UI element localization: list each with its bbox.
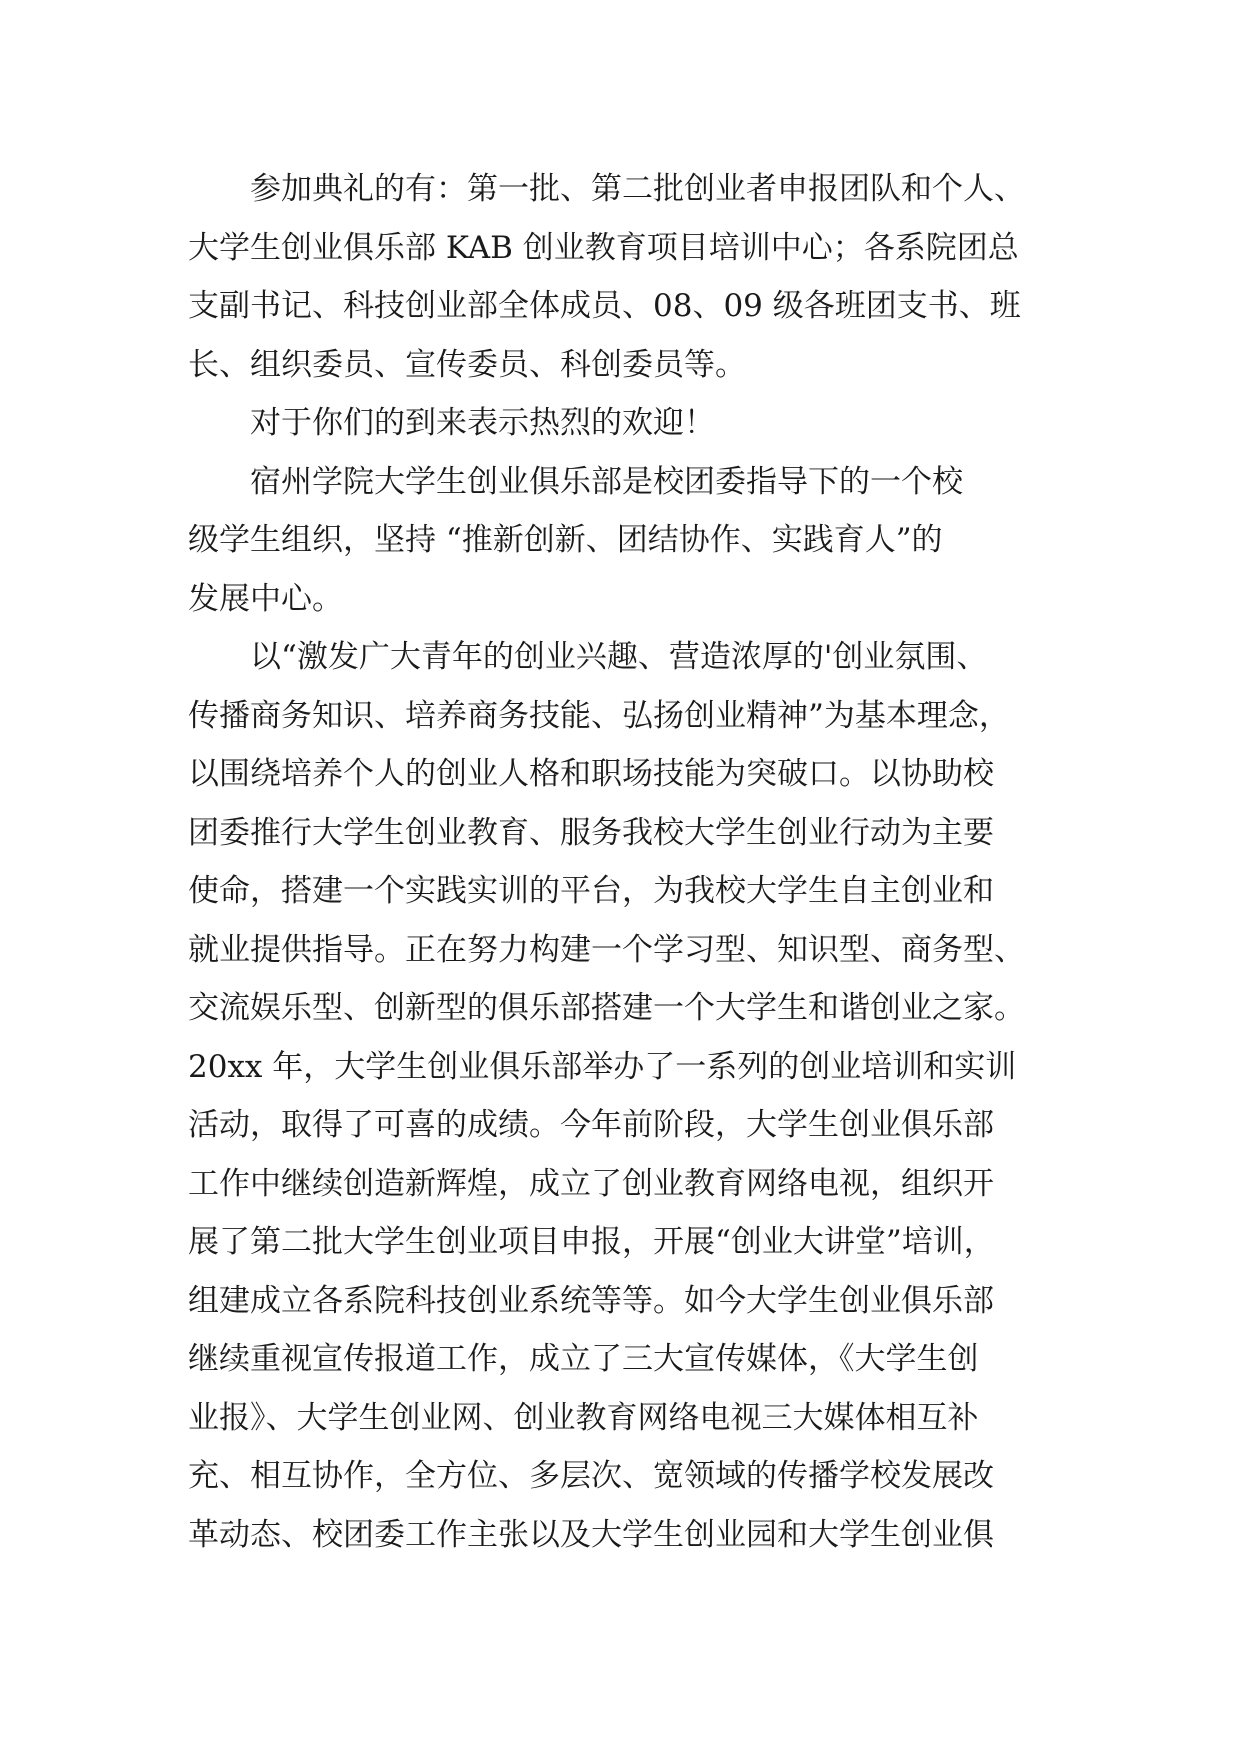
paragraph-line: 革动态、校团委工作主张以及大学生创业园和大学生创业俱	[188, 1516, 994, 1553]
paragraph-line: 传播商务知识、培养商务技能、弘扬创业精神”为基本理念，	[188, 697, 1010, 734]
paragraph-line: 大学生创业俱乐部 KAB 创业教育项目培训中心；各系院团总	[188, 229, 1019, 266]
paragraph-line: 业报》、大学生创业网、创业教育网络电视三大媒体相互补	[188, 1399, 979, 1436]
paragraph-line: 级学生组织，坚持 “推新创新、团结协作、实践育人”的	[188, 522, 943, 558]
paragraph-line: 以“激发广大青年的创业兴趣、营造浓厚的'创业氛围、	[250, 639, 988, 675]
paragraph-line: 参加典礼的有：第一批、第二批创业者申报团队和个人、	[250, 171, 1025, 207]
paragraph-line: 以围绕培养个人的创业人格和职场技能为突破口。以协助校	[188, 756, 994, 792]
body-text	[188, 160, 1068, 1564]
paragraph-line: 展了第二批大学生创业项目申报，开展“创业大讲堂”培训，	[188, 1224, 995, 1260]
paragraph-line: 活动，取得了可喜的成绩。今年前阶段，大学生创业俱乐部	[188, 1107, 994, 1143]
paragraph-line: 工作中继续创造新辉煌，成立了创业教育网络电视，组织开	[188, 1165, 994, 1202]
paragraph-line: 对于你们的到来表示热烈的欢迎！	[250, 405, 715, 441]
paragraph-line: 长、组织委员、宣传委员、科创委员等。	[188, 346, 746, 383]
paragraph-line: 发展中心。	[188, 580, 343, 617]
paragraph-line: 使命，搭建一个实践实训的平台，为我校大学生自主创业和	[188, 873, 994, 909]
paragraph-line: 组建成立各系院科技创业系统等等。如今大学生创业俱乐部	[188, 1282, 994, 1319]
paragraph-line: 20xx 年，大学生创业俱乐部举办了一系列的创业培训和实训	[188, 1048, 1017, 1085]
paragraph-line: 团委推行大学生创业教育、服务我校大学生创业行动为主要	[188, 814, 994, 851]
paragraph-line: 充、相互协作，全方位、多层次、宽领域的传播学校发展改	[188, 1458, 994, 1494]
paragraph-line: 交流娱乐型、创新型的俱乐部搭建一个大学生和谐创业之家。	[188, 990, 1025, 1026]
paragraph-line: 就业提供指导。正在努力构建一个学习型、知识型、商务型、	[188, 931, 1025, 968]
paragraph-line: 继续重视宣传报道工作，成立了三大宣传媒体，《大学生创	[188, 1341, 979, 1377]
paragraph-line: 宿州学院大学生创业俱乐部是校团委指导下的一个校	[250, 463, 963, 500]
paragraph-line: 支副书记、科技创业部全体成员、08、09 级各班团支书、班	[188, 288, 1021, 324]
